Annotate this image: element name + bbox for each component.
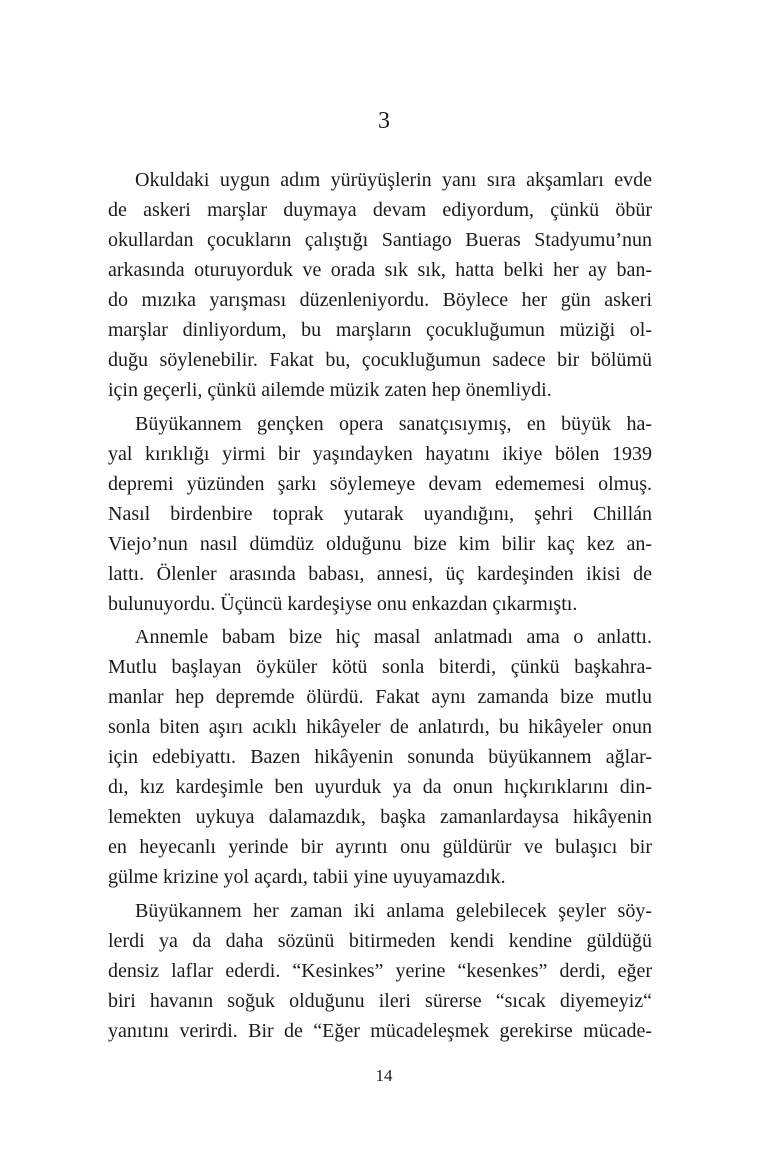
text-line: Okuldaki uygun adım yürüyüşlerin yanı sıra akşamları evde xyxy=(135,169,652,191)
text-line: için edebiyattı. Bazen hikâyenin sonunda büyükannem ağlar- xyxy=(108,746,652,769)
text-line: depremi yüzünden şarkı söylemeye devam edememesi olmuş. xyxy=(108,472,652,495)
paragraph xyxy=(108,409,652,619)
text-line: marşlar dinliyordum, bu marşların çocukluğumun müziği ol- xyxy=(108,319,652,341)
paragraph xyxy=(108,165,652,405)
text-line: lattı. Ölenler arasında babası, annesi, üç kardeşinden ikisi de xyxy=(108,562,652,585)
text-line: gülme krizine yol açardı, tabii yine uyuyamazdık. xyxy=(108,866,506,889)
page-number: 14 xyxy=(375,1066,393,1085)
paragraph xyxy=(108,622,652,892)
text-line: dı, kız kardeşimle ben uyurduk ya da onun hıçkırıklarını din- xyxy=(108,776,652,799)
text-line: biri havanın soğuk olduğunu ileri sürerse “sıcak diyemeyiz“ xyxy=(108,989,652,1012)
text-line: Büyükannem gençken opera sanatçısıymış, en büyük ha- xyxy=(135,412,652,435)
text-line: Nasıl birdenbire toprak yutarak uyandığını, şehri Chillán xyxy=(108,502,652,525)
text-line: lemekten uykuya dalamazdık, başka zamanlardaysa hikâyenin xyxy=(108,806,652,829)
text-line: okullardan çocukların çalıştığı Santiago Bueras Stadyumu’nun xyxy=(108,229,652,251)
paragraph xyxy=(108,896,652,1046)
text-line: Büyükannem her zaman iki anlama gelebilecek şeyler söy- xyxy=(135,899,652,922)
text-line: bulunuyordu. Üçüncü kardeşiyse onu enkazdan çıkarmıştı. xyxy=(108,592,578,615)
text-line: en heyecanlı yerinde bir ayrıntı onu güldürür ve bulaşıcı bir xyxy=(108,836,652,859)
chapter-number: 3 xyxy=(378,108,390,134)
text-line: Annemle babam bize hiç masal anlatmadı ama o anlattı. xyxy=(135,626,652,649)
text-line: arkasında oturuyorduk ve orada sık sık, hatta belki her ay ban- xyxy=(108,259,652,281)
text-line: densiz laflar ederdi. “Kesinkes” yerine “kesenkes” derdi, eğer xyxy=(108,959,652,982)
text-line: için geçerli, çünkü ailemde müzik zaten hep önemliydi. xyxy=(108,379,552,401)
text-line: Mutlu başlayan öyküler kötü sonla biterdi, çünkü başkahra- xyxy=(108,656,652,679)
chapter-body xyxy=(108,165,652,1046)
text-line: yal kırıklığı yirmi bir yaşındayken hayatını ikiye bölen 1939 xyxy=(108,442,652,465)
text-line: yanıtını verirdi. Bir de “Eğer mücadeleşmek gerekirse mücade- xyxy=(108,1019,652,1042)
text-line: sonla biten aşırı acıklı hikâyeler de anlatırdı, bu hikâyeler onun xyxy=(108,716,652,739)
text-line: manlar hep depremde ölürdü. Fakat aynı zamanda bize mutlu xyxy=(108,686,652,709)
text-line: Viejo’nun nasıl dümdüz olduğunu bize kim bilir kaç kez an- xyxy=(108,532,652,555)
text-line: de askeri marşlar duymaya devam ediyordum, çünkü öbür xyxy=(108,199,652,221)
text-line: duğu söylenebilir. Fakat bu, çocukluğumun sadece bir bölümü xyxy=(108,349,652,371)
text-line: lerdi ya da daha sözünü bitirmeden kendi kendine güldüğü xyxy=(108,929,652,952)
text-line: do mızıka yarışması düzenleniyordu. Böylece her gün askeri xyxy=(108,289,652,311)
